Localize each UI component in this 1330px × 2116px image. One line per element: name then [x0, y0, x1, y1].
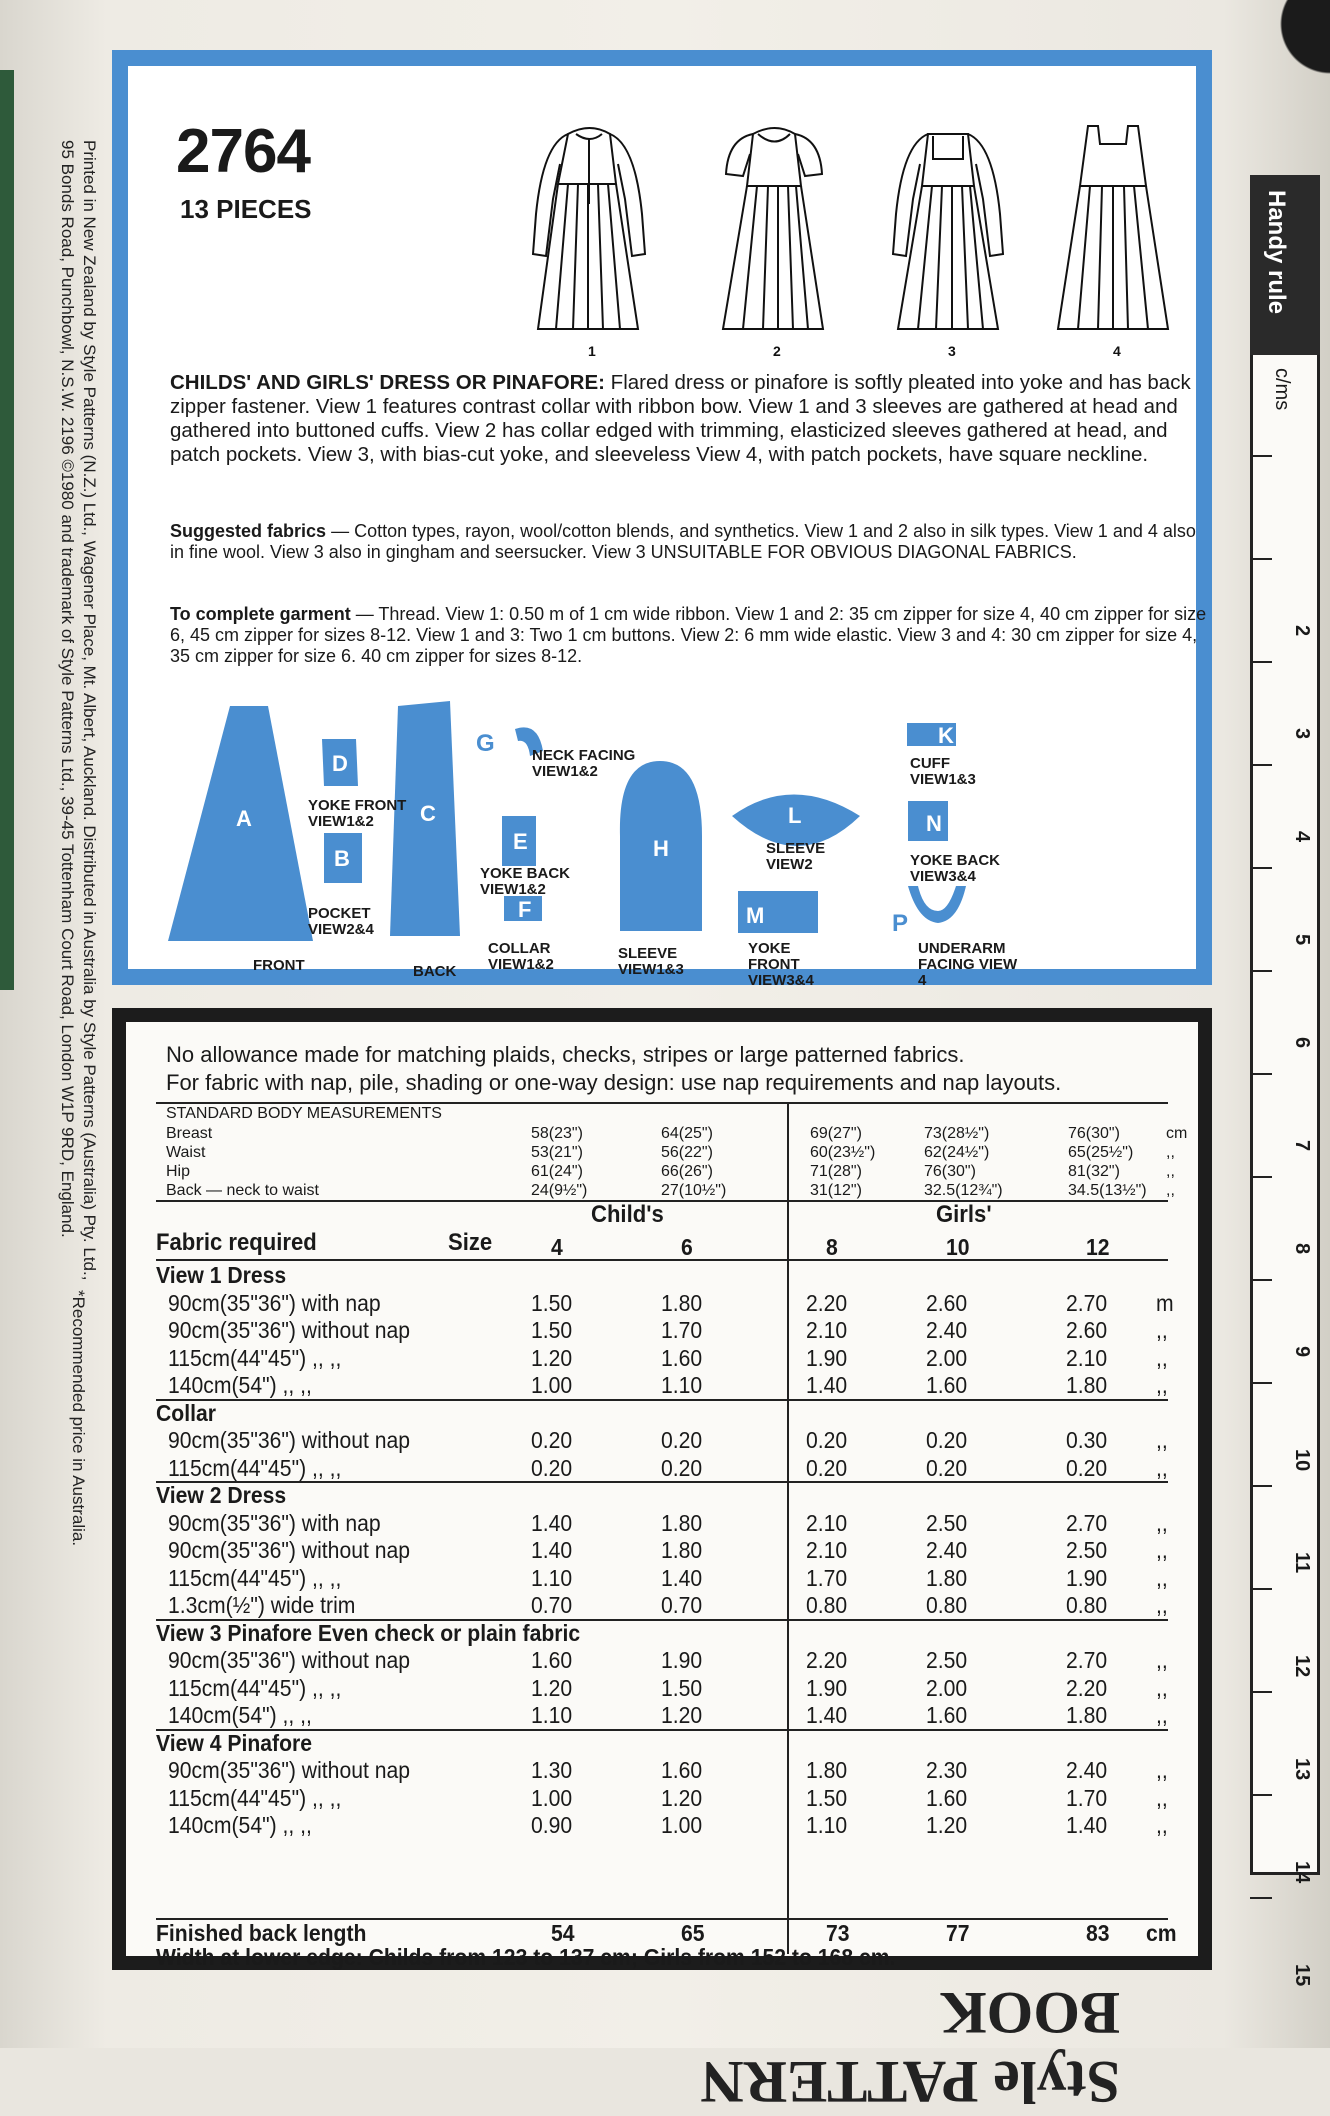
label-yoke-back-12: YOKE BACK VIEW1&2 — [480, 865, 571, 898]
ruler-number: 2 — [1291, 625, 1313, 637]
row-value: 2.40 — [926, 1317, 968, 1343]
ruler-number: 4 — [1291, 831, 1313, 843]
description-text: Flared dress or pinafore is softly pleated into yoke and has back zipper fastener. View 1 features contrast collar with ribbon bow. View 1 and 3 sleeves are gathered at head and gathered into buttoned cuffs. View 2 has collar edged with trimming, elasticized sleeves gathered at head, and patch pockets. View 3, with bias-cut yoke, and sleeveless View 4, with patch pockets, have square neckline. — [170, 371, 1191, 466]
row-value: 1.00 — [531, 1372, 573, 1398]
row-value: 2.10 — [806, 1537, 848, 1563]
row-value: 1.60 — [926, 1372, 968, 1398]
row-unit: ,, — [1156, 1647, 1168, 1673]
meas-size-10: 73(28½") 62(24½") 76(30") 32.5(12¾") — [924, 1125, 1003, 1199]
row-value: 1.00 — [661, 1812, 703, 1838]
row-value: 1.80 — [661, 1537, 703, 1563]
rule-size-heading — [156, 1259, 1168, 1261]
row-value: 2.50 — [1066, 1537, 1108, 1563]
row-value: 1.50 — [661, 1674, 703, 1701]
meas-size-4: 58(23") 53(21") 61(24") 24(9½") — [531, 1125, 588, 1199]
row-value: 2.40 — [1066, 1757, 1108, 1783]
row-unit: ,, — [1156, 1537, 1168, 1563]
row-unit: ,, — [1156, 1372, 1168, 1398]
row-value: 1.90 — [806, 1674, 848, 1701]
row-value: 2.50 — [926, 1647, 968, 1673]
row-value: 0.20 — [661, 1427, 703, 1453]
row-unit: ,, — [1156, 1674, 1168, 1701]
row-value: 1.40 — [1066, 1812, 1108, 1838]
row-value: 1.30 — [531, 1757, 573, 1783]
fabrics-label: Suggested fabrics — [170, 521, 327, 541]
row-value: 2.70 — [1066, 1647, 1108, 1673]
corner-shadow — [1270, 0, 1330, 120]
piece-e-letter: E — [513, 829, 528, 854]
view-illustrations — [528, 104, 1228, 359]
label-breast: Breast — [166, 1125, 213, 1142]
piece-h-letter: H — [653, 836, 669, 861]
row-value: 1.80 — [1066, 1372, 1108, 1398]
row-value: 1.90 — [661, 1647, 703, 1673]
row-value: 2.10 — [806, 1509, 848, 1536]
label-collar: COLLAR VIEW1&2 — [488, 940, 554, 973]
finished-unit: cm — [1146, 1920, 1177, 1946]
row-value: 0.20 — [661, 1454, 703, 1481]
piece-n-letter: N — [926, 811, 942, 836]
view-3-drawing — [893, 134, 1003, 329]
ruler-number: 13 — [1291, 1758, 1313, 1781]
row-unit: ,, — [1156, 1317, 1168, 1343]
ruler-tick — [1250, 1176, 1272, 1178]
note-nap: For fabric with nap, pile, shading or one-way design: use nap requirements and nap layouts. — [166, 1070, 1062, 1095]
finished-4: 54 — [551, 1920, 575, 1946]
finished-length-label: Finished back length — [156, 1920, 367, 1946]
mirrored-footer — [560, 1978, 1120, 2115]
ruler-tick — [1250, 1279, 1272, 1281]
ruler-number: 6 — [1291, 1037, 1313, 1049]
row-value: 1.20 — [661, 1784, 703, 1811]
finished-10: 77 — [946, 1920, 970, 1946]
row-value: 2.20 — [806, 1647, 848, 1673]
row-value: 1.40 — [531, 1537, 573, 1563]
piece-l-letter: L — [788, 803, 802, 828]
row-value: 2.70 — [1066, 1289, 1108, 1316]
notions — [170, 604, 1210, 667]
label-waist: Waist — [166, 1144, 206, 1161]
row-unit: ,, — [1156, 1812, 1168, 1838]
finished-6: 65 — [681, 1920, 705, 1946]
row-unit: ,, — [1156, 1564, 1168, 1591]
label-back: BACK — [413, 963, 457, 980]
label-sleeve-2: SLEEVE VIEW2 — [766, 840, 826, 873]
row-label: 140cm(54") ,, ,, — [168, 1702, 312, 1728]
label-neck-facing: NECK FACING VIEW1&2 — [532, 747, 636, 780]
row-unit: ,, — [1156, 1509, 1168, 1536]
row-unit: ,, — [1156, 1592, 1168, 1618]
row-value: 1.80 — [806, 1757, 848, 1783]
row-value: 1.10 — [806, 1812, 848, 1838]
fabrics-text: — Cotton types, rayon, wool/cotton blends, and synthetics. View 1 and 2 also in silk types. View 1 and 4 also in fine wool. View 3 also in gingham and seersucker. View 3 UNSUITABLE FOR OBVIOUS DIAGONAL FABRICS. — [170, 521, 1196, 562]
row-value: 0.80 — [806, 1592, 848, 1618]
row-value: 1.10 — [531, 1702, 573, 1728]
meas-size-8: 69(27") 60(23½") 71(28") 31(12") — [810, 1125, 876, 1199]
label-front: FRONT — [253, 957, 305, 974]
label-cuff: CUFF VIEW1&3 — [910, 755, 976, 788]
complete-text: — Thread. View 1: 0.50 m of 1 cm wide ribbon. View 1 and 2: 35 cm zipper for size 4, 40 cm zipper for size 6, 45 cm zipper for sizes 8-12. View 1 and 3: Two 1 cm buttons. View 2: 6 mm wide elastic. View 3 and 4: 30 cm zipper for size 4, 35 cm zipper for size 6. 40 cm zipper for sizes 8-12. — [170, 604, 1207, 666]
row-value: 0.20 — [531, 1454, 573, 1481]
view-label-3: 3 — [948, 343, 956, 359]
row-value: 2.20 — [806, 1289, 848, 1316]
pattern-description — [170, 371, 1210, 467]
meas-size-6: 64(25") 56(22") 66(26") 27(10½") — [661, 1125, 727, 1199]
ruler-tick — [1250, 455, 1272, 457]
meas-unit: cm ,, ,, ,, — [1166, 1125, 1188, 1199]
mirrored-footer-text: Style PATTERN BOOK — [700, 1980, 1120, 2115]
row-value: 0.70 — [661, 1592, 703, 1618]
size-6: 6 — [681, 1234, 693, 1260]
row-label: 115cm(44"45") ,, ,, — [168, 1564, 342, 1591]
row-label: 90cm(35"36") without nap — [168, 1427, 411, 1453]
row-label: 1.3cm(½") wide trim — [168, 1592, 356, 1618]
piece-c-letter: C — [420, 801, 436, 826]
row-value: 1.80 — [926, 1564, 968, 1591]
row-value: 1.50 — [806, 1784, 848, 1811]
row-value: 1.40 — [806, 1372, 848, 1398]
row-label: 115cm(44"45") ,, ,, — [168, 1454, 342, 1481]
row-value: 1.60 — [926, 1784, 968, 1811]
ruler-number: 11 — [1291, 1552, 1313, 1574]
suggested-fabrics — [170, 521, 1210, 563]
ruler-tick — [1250, 764, 1272, 766]
piece-b-letter: B — [334, 846, 350, 871]
label-underarm: UNDERARM FACING VIEW 4 — [918, 940, 1018, 989]
view-label-1: 1 — [588, 343, 596, 359]
row-value: 0.20 — [1066, 1454, 1108, 1481]
row-rule — [156, 1481, 1168, 1483]
row-value: 2.40 — [926, 1537, 968, 1563]
childs-heading: Child's — [591, 1201, 664, 1228]
finished-12: 83 — [1086, 1920, 1110, 1946]
row-value: 1.40 — [806, 1702, 848, 1728]
row-value: 2.00 — [926, 1344, 968, 1371]
piece-f-letter: F — [518, 897, 532, 922]
printer-line-1: Printed in New Zealand by Style Patterns (N.Z.) Ltd., Wagener Place, Mt. Albert, Auckland. Distributed in Australia by Style Patterns (Australia) Pty. Ltd., — [80, 140, 99, 1281]
view-label-4: 4 — [1113, 343, 1121, 359]
label-pocket: POCKET VIEW2&4 — [308, 905, 374, 938]
ruler-tick — [1250, 661, 1272, 663]
row-value: 2.00 — [926, 1674, 968, 1701]
row-value: 1.20 — [926, 1812, 968, 1838]
row-unit: ,, — [1156, 1454, 1168, 1481]
row-value: 1.70 — [1066, 1784, 1108, 1811]
row-label: Collar — [156, 1399, 216, 1426]
row-value: 0.20 — [806, 1427, 848, 1453]
handy-rule-unit: c/ms — [1271, 368, 1293, 411]
row-value: 0.20 — [531, 1427, 573, 1453]
row-value: 1.00 — [531, 1784, 573, 1811]
row-value: 0.30 — [1066, 1427, 1108, 1453]
row-value: 1.50 — [531, 1289, 573, 1316]
row-label: 115cm(44"45") ,, ,, — [168, 1344, 342, 1371]
piece-g-letter: G — [476, 730, 495, 757]
row-value: 1.40 — [661, 1564, 703, 1591]
ruler-number: 7 — [1291, 1140, 1313, 1152]
label-back: Back — neck to waist — [166, 1182, 319, 1199]
row-value: 2.30 — [926, 1757, 968, 1783]
row-value: 1.20 — [531, 1344, 573, 1371]
row-unit: ,, — [1156, 1702, 1168, 1728]
view-4-drawing — [1058, 126, 1168, 329]
row-value: 1.20 — [531, 1674, 573, 1701]
row-label: 90cm(35"36") without nap — [168, 1317, 411, 1343]
row-value: 0.20 — [926, 1454, 968, 1481]
girls-heading: Girls' — [936, 1201, 992, 1228]
label-yoke-back-34: YOKE BACK VIEW3&4 — [910, 852, 1001, 885]
row-unit: ,, — [1156, 1427, 1168, 1453]
pattern-number: 2764 — [176, 117, 310, 186]
ruler-tick — [1250, 1897, 1272, 1899]
ruler-tick — [1250, 1691, 1272, 1693]
measurement-labels — [166, 1124, 319, 1200]
row-label: 140cm(54") ,, ,, — [168, 1372, 312, 1398]
row-label: 90cm(35"36") without nap — [168, 1757, 411, 1783]
row-value: 1.80 — [661, 1289, 703, 1316]
row-label: 140cm(54") ,, ,, — [168, 1812, 312, 1838]
row-label: View 1 Dress — [156, 1262, 287, 1288]
width-lower-edge: Width at lower edge: Childs from 123 to 137 cm; Girls from 152 to 168 cm. — [156, 1944, 896, 1970]
printer-line-2: 95 Bonds Road, Punchbowl, N.S.W. 2196 ©1980 and trademark of Style Patterns Ltd., 39-45 Tottenham Court Road, London W1P 9RD, England. — [58, 140, 77, 1238]
row-value: 0.20 — [806, 1454, 848, 1481]
row-value: 2.10 — [806, 1317, 848, 1343]
piece-d-letter: D — [332, 751, 348, 776]
row-value: 1.10 — [531, 1564, 573, 1591]
row-value: 0.80 — [1066, 1592, 1108, 1618]
ruler-number: 9 — [1291, 1346, 1313, 1358]
finished-8: 73 — [826, 1920, 850, 1946]
row-value: 1.10 — [661, 1372, 703, 1398]
row-value: 1.90 — [806, 1344, 848, 1371]
row-value: 2.60 — [1066, 1317, 1108, 1343]
size-10: 10 — [946, 1234, 970, 1260]
row-value: 1.90 — [1066, 1564, 1108, 1591]
ruler-tick — [1250, 1794, 1272, 1796]
ruler-tick — [1250, 558, 1272, 560]
ruler-tick — [1250, 1382, 1272, 1384]
row-rule — [156, 1399, 1168, 1401]
meas-size-12: 76(30") 65(25½") 81(32") 34.5(13½") — [1068, 1125, 1147, 1199]
ruler-number: 3 — [1291, 728, 1313, 740]
label-hip: Hip — [166, 1163, 191, 1180]
complete-label: To complete garment — [170, 604, 351, 624]
ruler-tick — [1250, 867, 1272, 869]
row-value: 1.50 — [531, 1317, 573, 1343]
row-value: 1.70 — [661, 1317, 703, 1343]
row-label: 90cm(35"36") without nap — [168, 1647, 411, 1673]
ruler-tick — [1250, 1588, 1272, 1590]
price-note: *Recommended price in Australia. — [69, 1290, 88, 1547]
row-value: 2.50 — [926, 1509, 968, 1536]
ruler-number: 15 — [1291, 1964, 1313, 1987]
size-4: 4 — [551, 1234, 563, 1260]
size-12: 12 — [1086, 1234, 1110, 1260]
label-sleeve-13: SLEEVE VIEW1&3 — [618, 945, 684, 978]
row-value: 1.80 — [1066, 1702, 1108, 1728]
row-value: 1.60 — [531, 1647, 573, 1673]
piece-count: 13 PIECES — [180, 194, 312, 224]
ruler-tick — [1250, 970, 1272, 972]
row-value: 1.40 — [531, 1509, 573, 1536]
size-8: 8 — [826, 1234, 838, 1260]
row-label: View 4 Pinafore — [156, 1729, 313, 1756]
ruler-tick — [1250, 1073, 1272, 1075]
row-value: 0.70 — [531, 1592, 573, 1618]
ruler-tick — [1250, 1485, 1272, 1487]
row-unit: ,, — [1156, 1784, 1168, 1811]
row-unit: ,, — [1156, 1757, 1168, 1783]
ruler-number: 10 — [1291, 1449, 1313, 1472]
fabric-requirements-panel — [112, 1008, 1212, 1970]
row-value: 2.20 — [1066, 1674, 1108, 1701]
note-plaids: No allowance made for matching plaids, checks, stripes or large patterned fabrics. — [166, 1042, 965, 1067]
piece-p-letter: P — [892, 910, 909, 937]
row-value: 2.70 — [1066, 1509, 1108, 1536]
row-label: View 2 Dress — [156, 1482, 287, 1508]
view-label-2: 2 — [773, 343, 781, 359]
row-value: 1.60 — [926, 1702, 968, 1728]
row-value: 1.20 — [661, 1702, 703, 1728]
row-value: 1.80 — [661, 1509, 703, 1536]
row-value: 0.80 — [926, 1592, 968, 1618]
row-label: 90cm(35"36") without nap — [168, 1537, 411, 1563]
row-value: 0.90 — [531, 1812, 573, 1838]
size-heading: Size — [448, 1229, 493, 1256]
row-label: 115cm(44"45") ,, ,, — [168, 1784, 342, 1811]
row-label: 90cm(35"36") with nap — [168, 1289, 381, 1316]
piece-m-letter: M — [746, 903, 765, 928]
row-value: 1.70 — [806, 1564, 848, 1591]
handy-rule — [1250, 175, 1320, 1875]
ruler-number: 8 — [1291, 1243, 1313, 1255]
piece-k-letter: K — [938, 723, 954, 748]
row-label: 115cm(44"45") ,, ,, — [168, 1674, 342, 1701]
ruler-number: 12 — [1291, 1655, 1313, 1678]
ruler-number: 14 — [1291, 1861, 1313, 1884]
row-unit: ,, — [1156, 1344, 1168, 1371]
row-value: 2.10 — [1066, 1344, 1108, 1371]
piece-labels — [158, 661, 1218, 991]
description-title: CHILDS' AND GIRLS' DRESS OR PINAFORE: — [170, 371, 605, 394]
row-value: 1.60 — [661, 1757, 703, 1783]
label-yoke-front-34: YOKE FRONT VIEW3&4 — [748, 940, 814, 989]
row-unit: m — [1156, 1289, 1174, 1316]
row-value: 1.60 — [661, 1344, 703, 1371]
fabric-required-heading: Fabric required — [156, 1229, 317, 1256]
view-1-drawing — [533, 128, 645, 329]
row-value: 0.20 — [926, 1427, 968, 1453]
childs-girls-divider — [787, 1104, 789, 1954]
handy-rule-title: Handy rule — [1263, 190, 1290, 315]
ruler-number: 5 — [1291, 934, 1313, 946]
row-label: View 3 Pinafore Even check or plain fabric — [156, 1619, 581, 1646]
measurements-heading: STANDARD BODY MEASUREMENTS — [166, 1105, 442, 1122]
row-label: 90cm(35"36") with nap — [168, 1509, 381, 1536]
description-panel — [112, 50, 1212, 989]
view-2-drawing — [723, 128, 823, 329]
label-yoke-front-12: YOKE FRONT VIEW1&2 — [308, 797, 407, 830]
piece-a-letter: A — [236, 806, 252, 831]
row-value: 2.60 — [926, 1289, 968, 1316]
